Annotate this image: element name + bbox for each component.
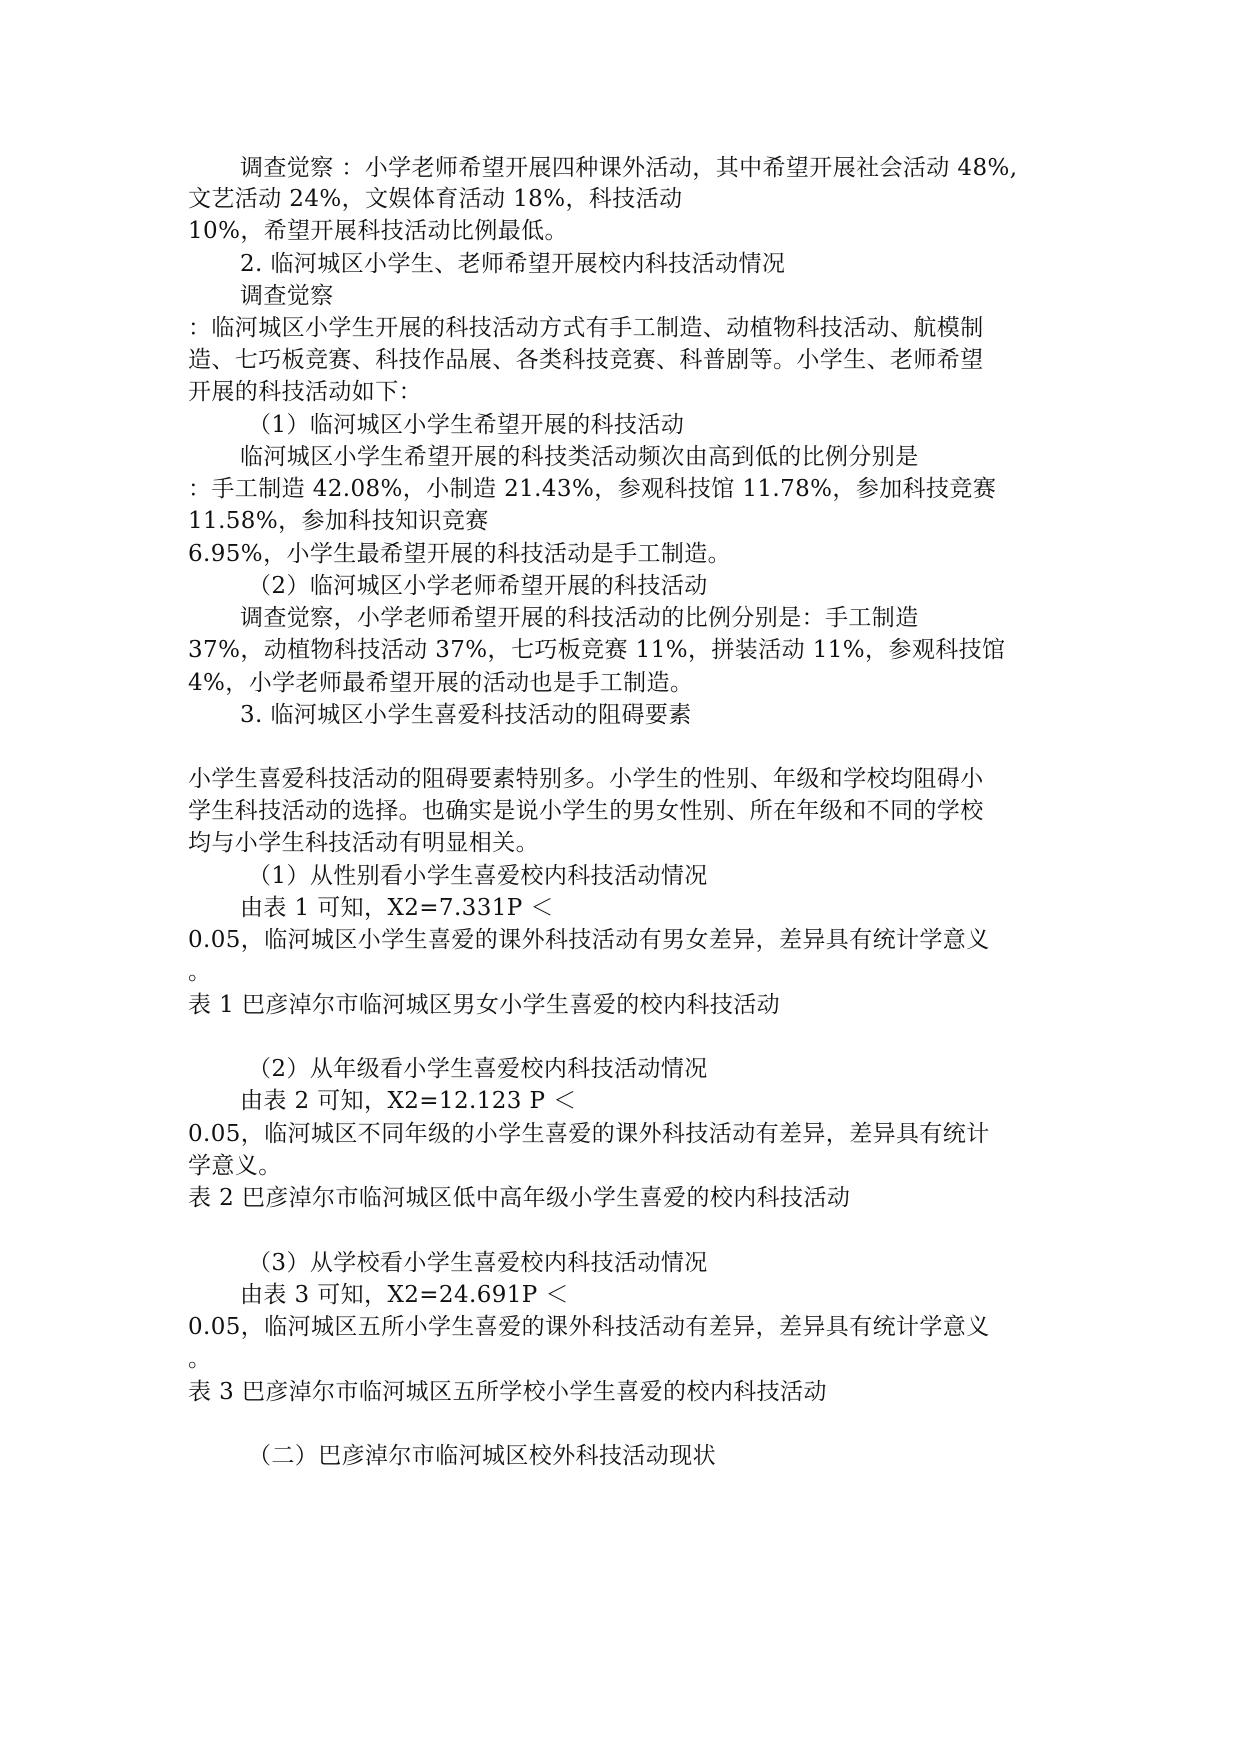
text-line: 学意义。 [188, 1153, 282, 1179]
table-caption: 表 3 巴彦淖尔市临河城区五所学校小学生喜爱的校内科技活动 [188, 1379, 827, 1405]
text-line: 6.95%，小学生最希望开展的科技活动是手工制造。 [188, 541, 732, 567]
text-line: 临河城区小学生希望开展的科技类活动频次由高到低的比例分别是 [240, 444, 919, 470]
text-line: 37%，动植物科技活动 37%，七巧板竞赛 11%，拼装活动 11%，参观科技馆 [188, 637, 1006, 663]
subsection-heading: （2）临河城区小学老师希望开展的科技活动 [248, 573, 708, 599]
table-caption: 表 2 巴彦淖尔市临河城区低中高年级小学生喜爱的校内科技活动 [188, 1185, 851, 1211]
section-heading: 2. 临河城区小学生、老师希望开展校内科技活动情况 [240, 251, 786, 277]
text-line: 0.05，临河城区小学生喜爱的课外科技活动有男女差异，差异具有统计学意义 [188, 927, 990, 953]
text-line: 调查觉察 [240, 283, 334, 309]
table-caption: 表 1 巴彦淖尔市临河城区男女小学生喜爱的校内科技活动 [188, 992, 781, 1018]
text-line: 文艺活动 24%，文娱体育活动 18%，科技活动 [188, 186, 683, 212]
text-line: 由表 1 可知，X2=7.331P ＜ [240, 895, 554, 921]
text-line: 4%，小学老师最希望开展的活动也是手工制造。 [188, 670, 694, 696]
text-line: 由表 3 可知，X2=24.691P ＜ [240, 1282, 569, 1308]
text-line: 0.05，临河城区五所小学生喜爱的课外科技活动有差异，差异具有统计学意义 [188, 1314, 990, 1340]
subsection-heading: （3）从学校看小学生喜爱校内科技活动情况 [248, 1250, 708, 1276]
text-line: ：临河城区小学生开展的科技活动方式有手工制造、动植物科技活动、航模制 [188, 315, 984, 341]
text-line: 。 [188, 1346, 212, 1372]
text-line: 小学生喜爱科技活动的阻碍要素特别多。小学生的性别、年级和学校均阻碍小 [188, 766, 984, 792]
text-line: 均与小学生科技活动有明显相关。 [188, 830, 539, 856]
text-line: 调查觉察，小学老师希望开展的科技活动的比例分别是：手工制造 [240, 605, 919, 631]
text-line: ：手工制造 42.08%，小制造 21.43%，参观科技馆 11.78%，参加科技竞赛 [188, 476, 997, 502]
text-line: 11.58%，参加科技知识竞赛 [188, 508, 489, 534]
text-line: 由表 2 可知，X2=12.123 P ＜ [240, 1088, 577, 1114]
section-heading: 3. 临河城区小学生喜爱科技活动的阻碍要素 [240, 702, 692, 728]
subsection-heading: （1）临河城区小学生希望开展的科技活动 [248, 412, 685, 438]
subsection-heading: （1）从性别看小学生喜爱校内科技活动情况 [248, 863, 708, 889]
text-line: 调查觉察 ：小学老师希望开展四种课外活动，其中希望开展社会活动 48%, [240, 155, 1018, 181]
text-line: 造、七巧板竞赛、科技作品展、各类科技竞赛、科普剧等。小学生、老师希望 [188, 347, 984, 373]
text-line: 开展的科技活动如下： [188, 379, 422, 405]
text-line: 0.05，临河城区不同年级的小学生喜爱的课外科技活动有差异，差异具有统计 [188, 1121, 990, 1147]
text-line: 学生科技活动的选择。也确实是说小学生的男女性别、所在年级和不同的学校 [188, 798, 984, 824]
text-line: 10%，希望开展科技活动比例最低。 [188, 218, 568, 244]
text-line: 。 [188, 959, 212, 985]
subsection-heading: （2）从年级看小学生喜爱校内科技活动情况 [248, 1056, 708, 1082]
section-heading: （二）巴彦淖尔市临河城区校外科技活动现状 [248, 1443, 716, 1469]
